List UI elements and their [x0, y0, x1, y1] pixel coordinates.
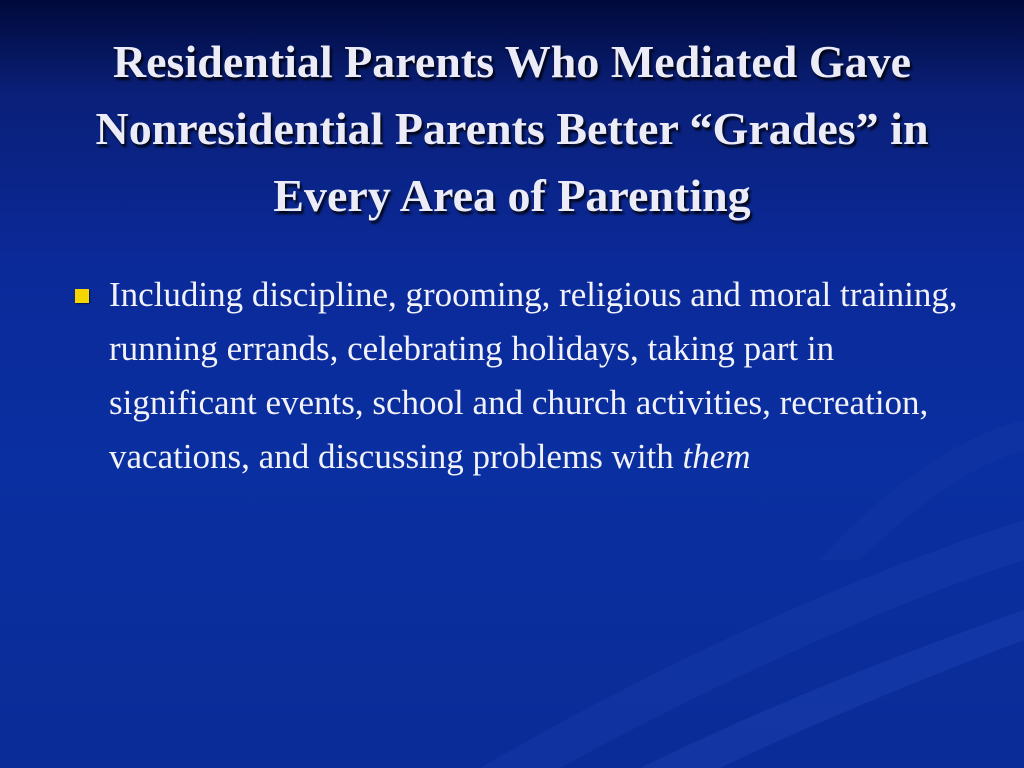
bullet-emphasis: them — [682, 437, 751, 476]
bullet-text: Including discipline, grooming, religious and moral training, running errands, celebrating holidays, taking part in significant events, school and church activities, recreation, vacations, and discussing problems with — [109, 275, 958, 476]
bullet-list — [72, 268, 972, 484]
list-item — [72, 268, 972, 484]
square-bullet-icon — [75, 289, 89, 303]
slide-title: Residential Parents Who Mediated Gave Nonresidential Parents Better “Grades” in Every Area of Parenting — [95, 36, 929, 221]
